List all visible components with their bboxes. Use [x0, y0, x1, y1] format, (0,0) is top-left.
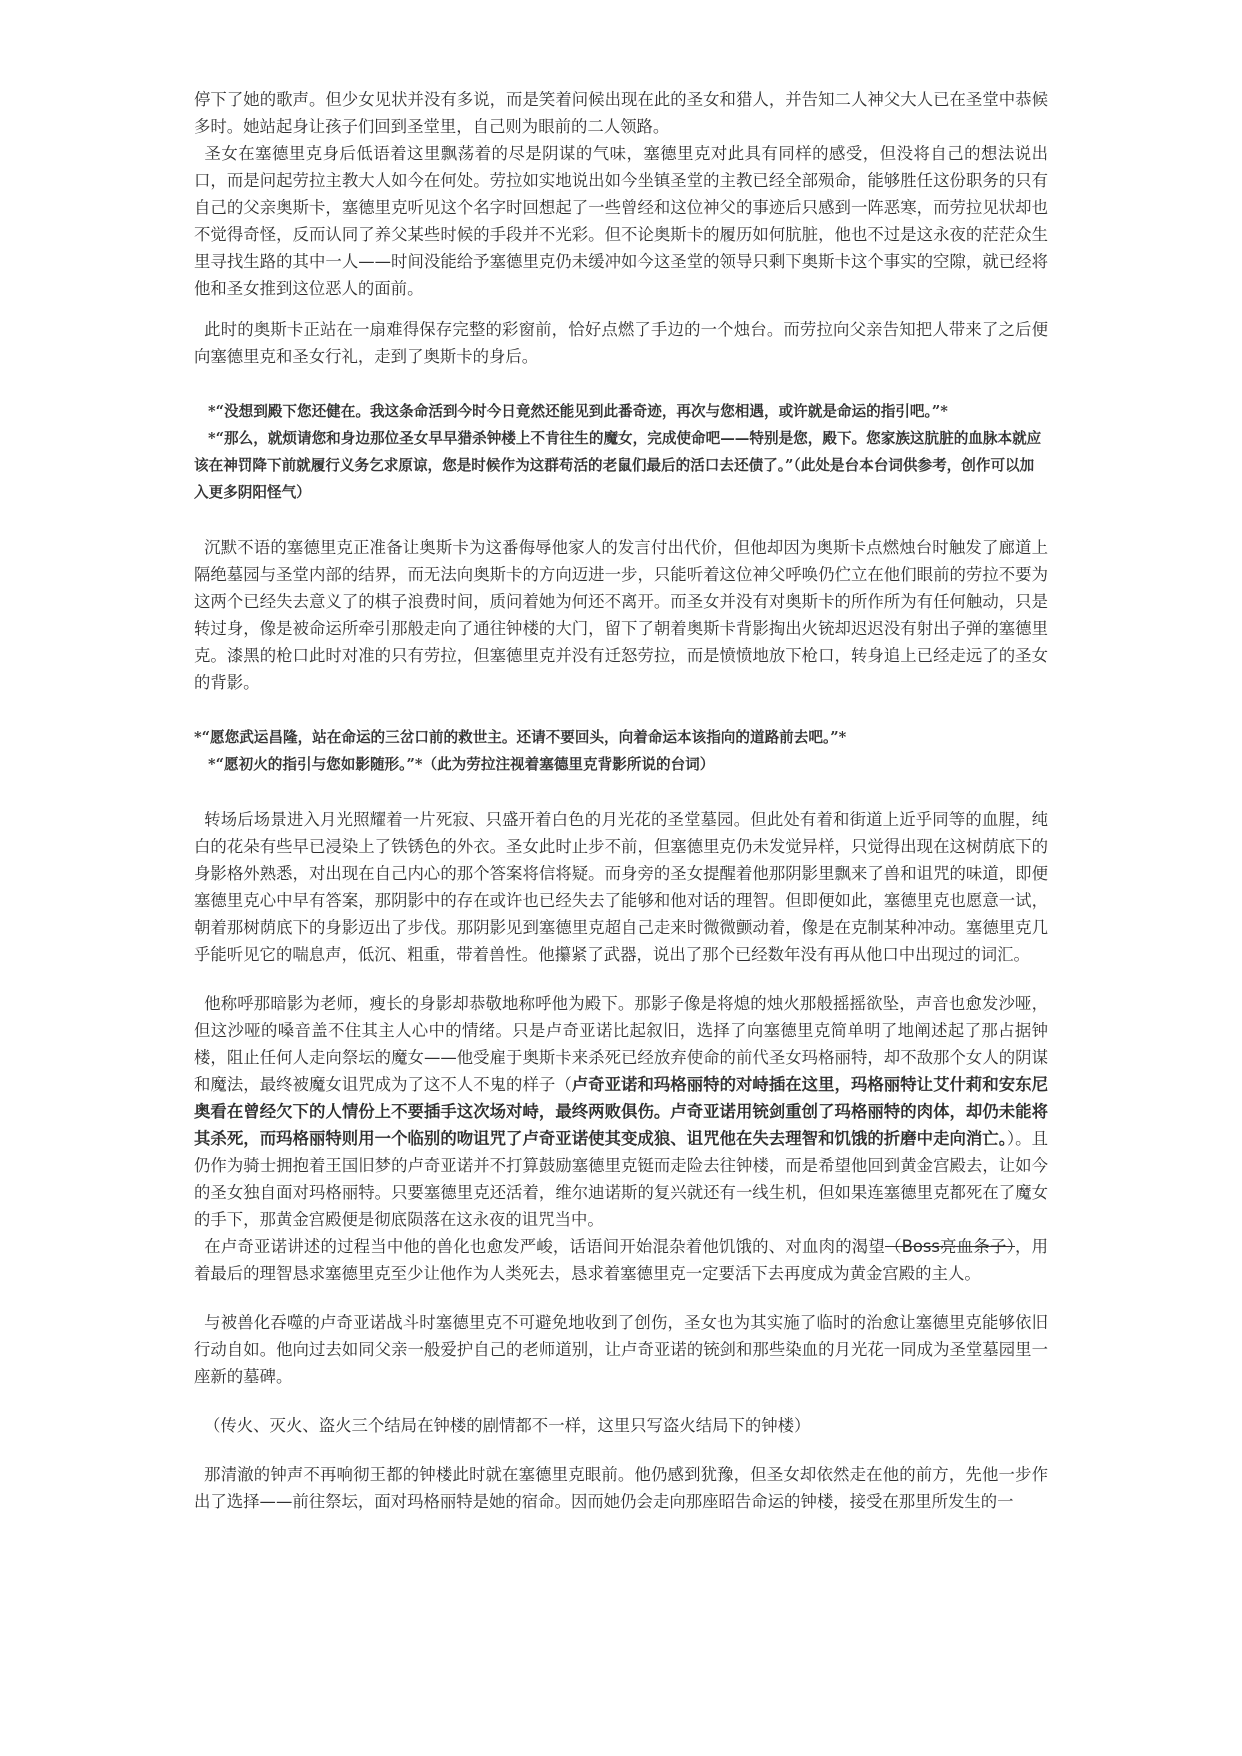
paragraph-4	[194, 534, 1048, 696]
paragraph-9-note	[194, 1412, 1048, 1439]
paragraph-6-text-a: 他称呼那暗影为老师，瘦长的身影却恭敬地称呼他为殿下。那影子像是将熄的烛火那般摇摇欲坠，声音也愈发沙哑，但这沙哑的嗓音盖不住其主人心中的情绪。只是卢奇亚诺比起叙旧，选择了向塞德里克简单明了地阐述起了那占据钟楼，阻止任何人走向祭坛的魔女——他受雇于奥斯卡来杀死已经放弃使命的前代圣女玛格丽特，却不敌那个女人的阴谋和魔法，最终被魔女诅咒成为了这不人不鬼的样子（	[194, 994, 1048, 1094]
quote-oscar-2-text: *“那么，就烦请您和身边那位圣女早早猎杀钟楼上不肯往生的魔女，完成使命吧——特别是您，殿下。您家族这肮脏的血脉本就应该在神罚降下前就履行义务乞求原谅，您是时候作为这群苟活的老鼠们最后的活口去还债了。”	[194, 430, 1042, 474]
quote-laura-2	[194, 751, 1048, 778]
paragraph-6-text-b: ）。且仍作为骑士拥抱着王国旧梦的卢奇亚诺并不打算鼓励塞德里克铤而走险去往钟楼，而是希望他回到黄金宫殿去，让如今的圣女独自面对玛格丽特。只要塞德里克还活着，维尔迪诺斯的复兴就还有一线生机，但如果连塞德里克都死在了魔女的手下，那黄金宫殿便是彻底陨落在这永夜的诅咒当中。	[194, 1129, 1048, 1229]
paragraph-7-text-b: ，用着最后的理智恳求塞德里克至少让他作为人类死去，恳求着塞德里克一定要活下去再度成为黄金宫殿的主人。	[194, 1237, 1049, 1283]
paragraph-5-text: 转场后场景进入月光照耀着一片死寂、只盛开着白色的月光花的圣堂墓园。但此处有着和街道上近乎同等的血腥，纯白的花朵有些早已浸染上了铁锈色的外衣。圣女此时止步不前，但塞德里克仍未发觉异样，只觉得出现在这树荫底下的身影格外熟悉，对出现在自己内心的那个答案将信将疑。而身旁的圣女提醒着他那阴影里飘来了兽和诅咒的味道，即便塞德里克心中早有答案，那阴影中的存在或许也已经失去了能够和他对话的理智。但即便如此，塞德里克也愿意一试，朝着那树荫底下的身影迈出了步伐。那阴影见到塞德里克超自己走来时微微颤动着，像是在克制某种冲动。塞德里克几乎能听见它的喘息声，低沉、粗重，带着兽性。他攥紧了武器，说出了那个已经数年没有再从他口中出现过的词汇。	[194, 810, 1048, 964]
paragraph-2	[194, 140, 1048, 302]
paragraph-7-strikethrough: （Boss亮血条子）	[885, 1237, 1016, 1256]
quote-laura-2-note: （此为劳拉注视着塞德里克背影所说的台词）	[422, 756, 715, 773]
quote-laura-1: *“愿您武运昌隆，站在命运的三岔口前的救世主。还请不要回头，向着命运本该指向的道路前去吧。”*	[194, 729, 847, 746]
paragraph-7	[194, 1233, 1048, 1287]
paragraph-1: 停下了她的歌声。但少女见状并没有多说，而是笑着问候出现在此的圣女和猎人，并告知二人神父大人已在圣堂中恭候多时。她站起身让孩子们回到圣堂里，自己则为眼前的二人领路。	[194, 90, 1048, 136]
paragraph-5	[194, 806, 1048, 968]
paragraph-3	[194, 316, 1048, 370]
paragraph-8	[194, 1309, 1048, 1390]
paragraph-10-text: 那清澈的钟声不再响彻王都的钟楼此时就在塞德里克眼前。他仍感到犹豫，但圣女却依然走在他的前方，先他一步作出了选择——前往祭坛，面对玛格丽特是她的宿命。因而她仍会走向那座昭告命运的钟楼，接受在那里所发生的一	[194, 1465, 1048, 1511]
paragraph-7-text-a: 在卢奇亚诺讲述的过程当中他的兽化也愈发严峻，话语间开始混杂着他饥饿的、对血肉的渴望	[204, 1237, 886, 1256]
paragraph-2-text: 圣女在塞德里克身后低语着这里飘荡着的尽是阴谋的气味，塞德里克对此具有同样的感受，但没将自己的想法说出口，而是问起劳拉主教大人如今在何处。劳拉如实地说出如今坐镇圣堂的主教已经全部殒命，能够胜任这份职务的只有自己的父亲奥斯卡，塞德里克听见这个名字时回想起了一些曾经和这位神父的事迹后只感到一阵恶寒，而劳拉见状却也不觉得奇怪，反而认同了养父某些时候的手段并不光彩。但不论奥斯卡的履历如何肮脏，他也不过是这永夜的茫茫众生里寻找生路的其中一人——时间没能给予塞德里克仍未缓冲如今这圣堂的领导只剩下奥斯卡这个事实的空隙，就已经将他和圣女推到这位恶人的面前。	[194, 144, 1048, 298]
paragraph-9-text: （传火、灭火、盗火三个结局在钟楼的剧情都不一样，这里只写盗火结局下的钟楼）	[204, 1416, 811, 1435]
paragraph-4-text: 沉默不语的塞德里克正准备让奥斯卡为这番侮辱他家人的发言付出代价，但他却因为奥斯卡点燃烛台时触发了廊道上隔绝墓园与圣堂内部的结界，而无法向奥斯卡的方向迈进一步，只能听着这位神父呼唤仍伫立在他们眼前的劳拉不要为这两个已经失去意义了的棋子浪费时间，质问着她为何还不离开。而圣女并没有对奥斯卡的所作所为有任何触动，只是转过身，像是被命运所牵引那般走向了通往钟楼的大门，留下了朝着奥斯卡背影掏出火铳却迟迟没有射出子弹的塞德里克。漆黑的枪口此时对准的只有劳拉，但塞德里克并没有迁怒劳拉，而是愤愤地放下枪口，转身追上已经走远了的圣女的背影。	[194, 538, 1048, 692]
quote-laura-2-text: *“愿初火的指引与您如影随形。”*	[208, 756, 423, 773]
paragraph-6	[194, 990, 1048, 1233]
paragraph-8-text: 与被兽化吞噬的卢奇亚诺战斗时塞德里克不可避免地收到了创伤，圣女也为其实施了临时的治愈让塞德里克能够依旧行动自如。他向过去如同父亲一般爱护自己的老师道别，让卢奇亚诺的铳剑和那些染血的月光花一同成为圣堂墓园里一座新的墓碑。	[194, 1313, 1048, 1386]
quote-oscar-1-text: *“没想到殿下您还健在。我这条命活到今时今日竟然还能见到此番奇迹，再次与您相遇，或许就是命运的指引吧。”*	[208, 403, 948, 420]
quote-oscar-2	[194, 425, 1048, 506]
paragraph-6-bold-note: 卢奇亚诺和玛格丽特的对峙插在这里，玛格丽特让艾什莉和安东尼奥看在曾经欠下的人情份上不要插手这次场对峙，最终两败俱伤。卢奇亚诺用铳剑重创了玛格丽特的肉体，却仍未能将其杀死，而玛格丽特则用一个临别的吻诅咒了卢奇亚诺使其变成狼、诅咒他在失去理智和饥饿的折磨中走向消亡。	[194, 1075, 1049, 1148]
quote-oscar-2-note: （此处是台本台词供参考，创作可以加入更多阴阳怪气）	[194, 457, 1035, 501]
quote-oscar-1	[194, 398, 1048, 425]
paragraph-10	[194, 1461, 1048, 1515]
paragraph-3-text: 此时的奥斯卡正站在一扇难得保存完整的彩窗前，恰好点燃了手边的一个烛台。而劳拉向父亲告知把人带来了之后便向塞德里克和圣女行礼，走到了奥斯卡的身后。	[194, 320, 1048, 366]
